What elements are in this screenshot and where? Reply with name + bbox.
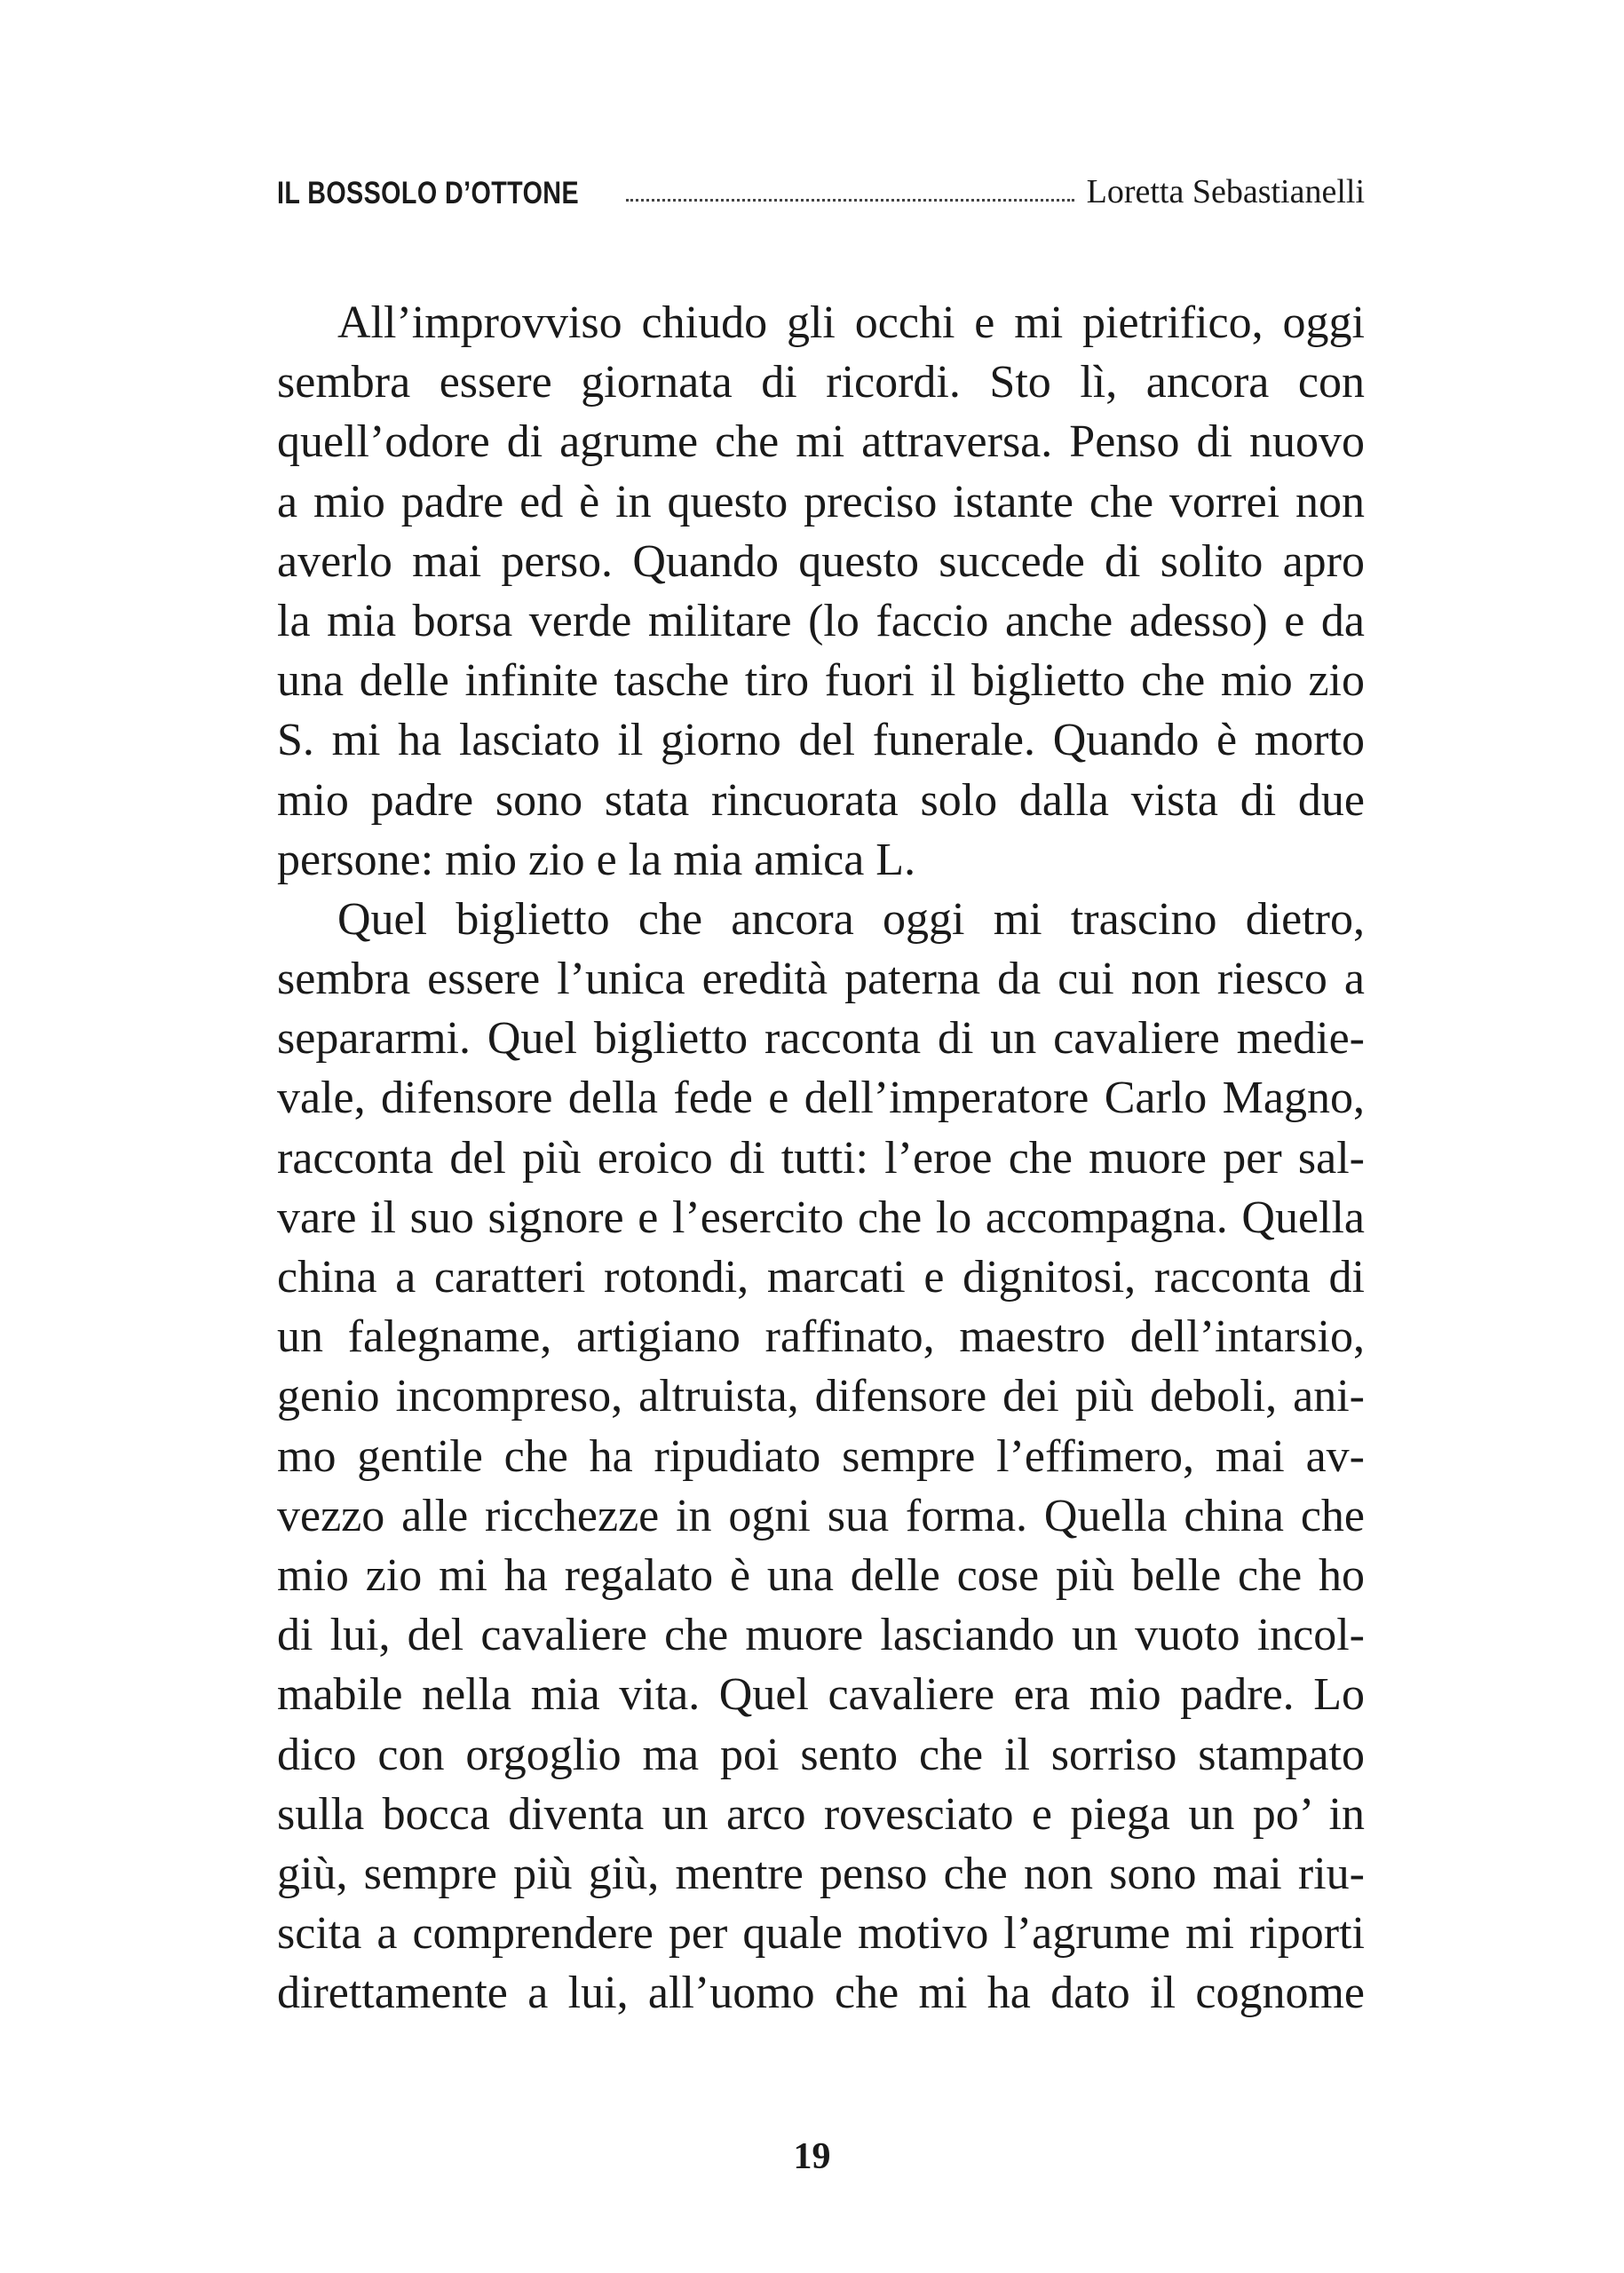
page-number: 19: [793, 2136, 831, 2177]
text-line: scita a comprendere per quale motivo l’agrume mi riporti: [277, 1908, 1365, 1960]
author-name: Loretta Sebastianelli: [1086, 173, 1365, 210]
text-line: a mio padre ed è in questo preciso istante che vorrei non: [277, 476, 1365, 527]
paragraph-2: [277, 890, 1365, 2024]
text-line: quell’odore di agrume che mi attraversa. Penso di nuovo: [277, 416, 1365, 468]
text-line: mo gentile che ha ripudiato sempre l’effimero, mai av-: [277, 1430, 1365, 1482]
text-line: mabile nella mia vita. Quel cavaliere era mio padre. Lo: [277, 1669, 1365, 1721]
text-line: Quel biglietto che ancora oggi mi trascino dietro,: [337, 893, 1365, 945]
paragraph-1: [277, 293, 1365, 890]
text-line: un falegname, artigiano raffinato, maestro dell’intarsio,: [277, 1311, 1365, 1363]
dotted-leader: [626, 198, 1074, 202]
running-header: [277, 155, 1365, 209]
text-line: persone: mio zio e la mia amica L.: [277, 834, 916, 885]
text-line: sembra essere giornata di ricordi. Sto lì, ancora con: [277, 357, 1365, 408]
text-line: giù, sempre più giù, mentre penso che non sono mai riu-: [277, 1848, 1365, 1899]
text-line: sembra essere l’unica eredità paterna da cui non riesco a: [277, 954, 1365, 1005]
text-line: separarmi. Quel biglietto racconta di un cavaliere medie-: [277, 1013, 1365, 1065]
text-line: china a caratteri rotondi, marcati e dignitosi, racconta di: [277, 1252, 1365, 1303]
text-line: una delle infinite tasche tiro fuori il biglietto che mio zio: [277, 655, 1365, 707]
body-text: [277, 293, 1365, 2023]
book-title: IL BOSSOLO D’OTTONE: [277, 176, 580, 210]
text-line: la mia borsa verde militare (lo faccio anche adesso) e da: [277, 595, 1365, 646]
text-line: di lui, del cavaliere che muore lasciando un vuoto incol-: [277, 1610, 1365, 1661]
text-line: vale, difensore della fede e dell’imperatore Carlo Magno,: [277, 1073, 1365, 1124]
text-line: dico con orgoglio ma poi sento che il sorriso stampato: [277, 1729, 1365, 1780]
text-line: All’improvviso chiudo gli occhi e mi pietrifico, oggi: [337, 297, 1365, 348]
text-line: sulla bocca diventa un arco rovesciato e piega un po’ in: [277, 1788, 1365, 1840]
text-line: vare il suo signore e l’esercito che lo accompagna. Quella: [277, 1192, 1365, 1243]
text-line: mio zio mi ha regalato è una delle cose più belle che ho: [277, 1549, 1365, 1601]
text-line: genio incompreso, altruista, difensore dei più deboli, ani-: [277, 1371, 1365, 1422]
text-line: mio padre sono stata rincuorata solo dalla vista di due: [277, 774, 1365, 826]
text-line: direttamente a lui, all’uomo che mi ha dato il cognome: [277, 1968, 1365, 2019]
text-line: averlo mai perso. Quando questo succede di solito apro: [277, 535, 1365, 587]
text-line: vezzo alle ricchezze in ogni sua forma. Quella china che: [277, 1490, 1365, 1541]
text-line: S. mi ha lasciato il giorno del funerale. Quando è morto: [277, 715, 1365, 766]
text-line: racconta del più eroico di tutti: l’eroe che muore per sal-: [277, 1132, 1365, 1184]
